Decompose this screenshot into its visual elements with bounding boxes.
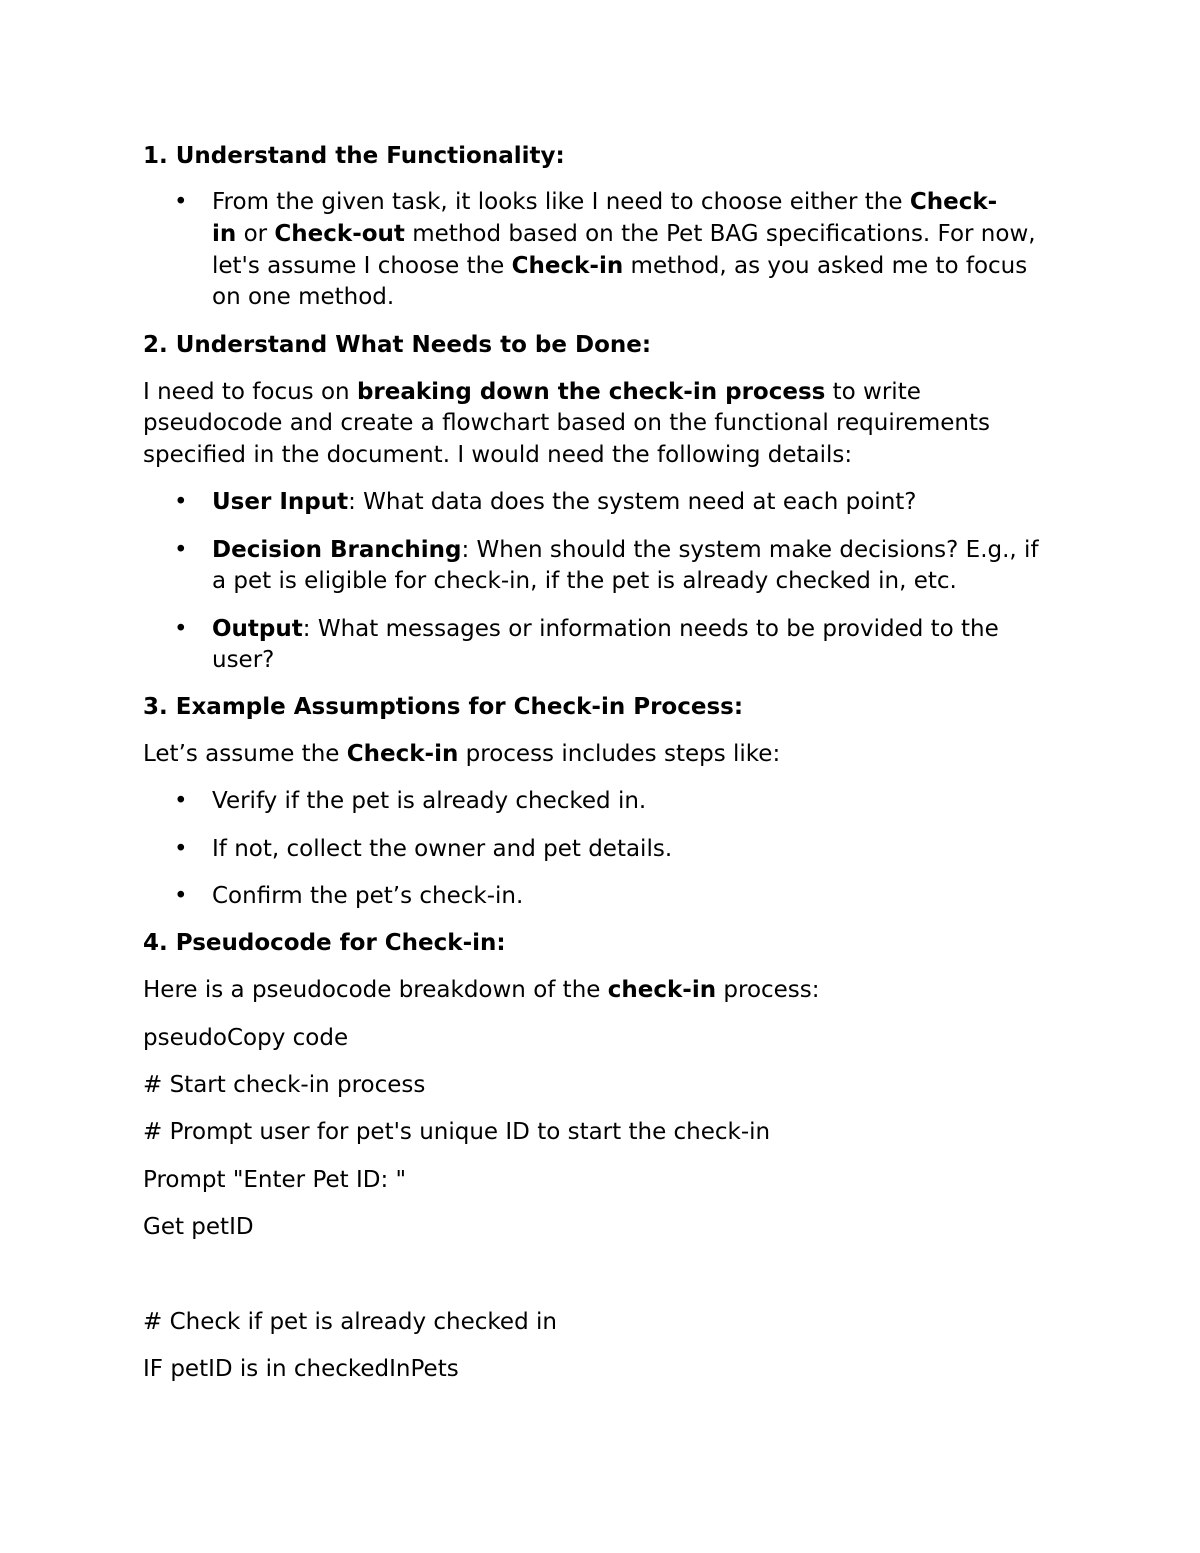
- code-line: # Prompt user for pet's unique ID to start the check-in: [143, 1119, 771, 1145]
- section-3-heading: 3. Example Assumptions for Check-in Process:: [143, 694, 744, 720]
- section-1-bullet-line-3: let's assume I choose the Check-in method, as you asked me to focus: [212, 253, 1028, 279]
- section-4-heading: 4. Pseudocode for Check-in:: [143, 930, 506, 956]
- section-3-para: Let’s assume the Check-in process includes steps like:: [143, 741, 781, 767]
- section-1-bullet-line-4: on one method.: [212, 284, 395, 310]
- bullet-dot: •: [174, 788, 188, 814]
- section-3-bullet-1: Verify if the pet is already checked in.: [212, 788, 647, 814]
- section-1-bullet-line-1: From the given task, it looks like I need to choose either the Check-: [212, 189, 998, 215]
- section-3-bullet-3: Confirm the pet’s check-in.: [212, 883, 524, 909]
- bullet-dot: •: [174, 836, 188, 862]
- bullet-dot: •: [174, 189, 188, 215]
- code-line: IF petID is in checkedInPets: [143, 1356, 459, 1382]
- code-line: pseudoCopy code: [143, 1025, 349, 1051]
- bullet-dot: •: [174, 883, 188, 909]
- section-1-heading: 1. Understand the Functionality:: [143, 143, 565, 169]
- bullet-dot: •: [174, 537, 188, 563]
- section-4-para: Here is a pseudocode breakdown of the check-in process:: [143, 977, 820, 1003]
- section-2-bullet-decision-branching: Decision Branching: When should the system make decisions? E.g., if: [212, 537, 1039, 563]
- code-line: # Check if pet is already checked in: [143, 1309, 557, 1335]
- section-2-heading: 2. Understand What Needs to be Done:: [143, 332, 652, 358]
- code-line: Get petID: [143, 1214, 254, 1240]
- section-2-bullet-decision-branching-line-2: a pet is eligible for check-in, if the pet is already checked in, etc.: [212, 568, 957, 594]
- code-line: Prompt "Enter Pet ID: ": [143, 1167, 407, 1193]
- section-1-bullet-line-2: in or Check-out method based on the Pet BAG specifications. For now,: [212, 221, 1036, 247]
- section-2-para-line-2: pseudocode and create a flowchart based on the functional requirements: [143, 410, 990, 436]
- section-2-para-line-3: specified in the document. I would need the following details:: [143, 442, 853, 468]
- section-3-bullet-2: If not, collect the owner and pet details.: [212, 836, 673, 862]
- section-2-bullet-output: Output: What messages or information needs to be provided to the: [212, 616, 999, 642]
- bullet-dot: •: [174, 616, 188, 642]
- code-line: # Start check-in process: [143, 1072, 426, 1098]
- section-2-para-line-1: I need to focus on breaking down the check-in process to write: [143, 379, 921, 405]
- section-2-bullet-user-input: User Input: What data does the system need at each point?: [212, 489, 917, 515]
- section-2-bullet-output-line-2: user?: [212, 647, 275, 673]
- bullet-dot: •: [174, 489, 188, 515]
